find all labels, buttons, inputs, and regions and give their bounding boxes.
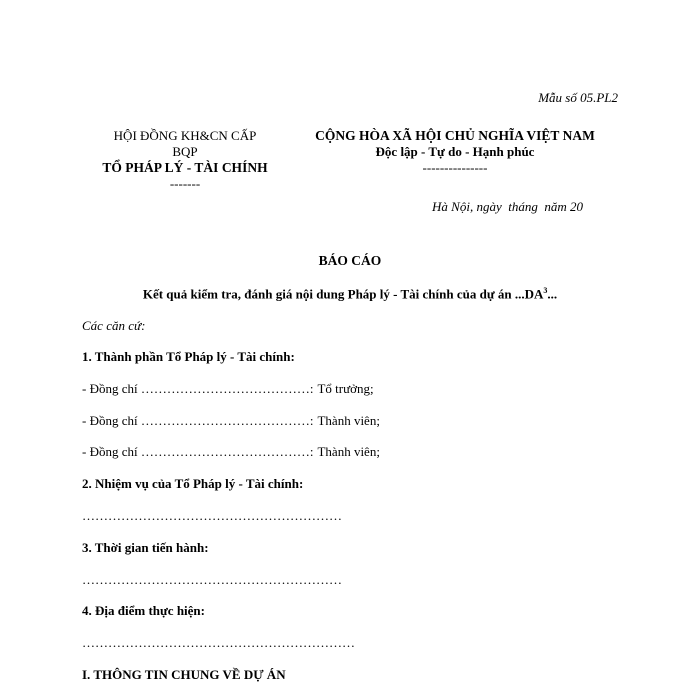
unit-name: TỔ PHÁP LÝ - TÀI CHÍNH [102, 160, 268, 175]
issuing-authority-header [70, 128, 300, 192]
national-header [270, 128, 640, 176]
member-label: - Đồng chí [82, 381, 141, 396]
member-name-blank: …………………………………: [140, 381, 314, 396]
national-motto: Độc lập - Tự do - Hạnh phúc [375, 144, 535, 159]
member-label: - Đồng chí [82, 444, 141, 459]
member-role: Thành viên; [317, 413, 380, 428]
member-role: Thành viên; [317, 444, 380, 459]
member-name-blank: …………………………………: [140, 413, 314, 428]
part1-heading: I. THÔNG TIN CHUNG VỀ DỰ ÁN [82, 667, 286, 682]
place-date: Hà Nội, ngày tháng năm 20 [432, 199, 583, 214]
subtitle-suffix: ... [547, 286, 558, 302]
bases-label: Các căn cứ: [82, 318, 146, 333]
member-role: Tổ trưởng; [317, 381, 374, 396]
subtitle-text: Kết quả kiểm tra, đánh giá nội dung Pháp lý - Tài chính của dự án ...DA [142, 286, 544, 302]
form-number: Mẫu số 05.PL2 [538, 90, 618, 105]
section3-heading: 3. Thời gian tiến hành: [82, 540, 209, 555]
left-header-separator: ------- [169, 176, 201, 191]
member-row-2 [82, 413, 380, 429]
council-name-line2: BQP [172, 144, 198, 159]
member-row-3 [82, 444, 380, 460]
section4-heading: 4. Địa điểm thực hiện: [82, 603, 205, 618]
section1-heading: 1. Thành phần Tổ Pháp lý - Tài chính: [82, 349, 295, 364]
section2-heading: 2. Nhiệm vụ của Tổ Pháp lý - Tài chính: [82, 476, 304, 491]
member-name-blank: …………………………………: [140, 444, 314, 459]
section3-blank: …………………………………………………… [82, 572, 342, 587]
member-label: - Đồng chí [82, 413, 141, 428]
document-title: BÁO CÁO [318, 253, 382, 268]
nation-name: CỘNG HÒA XÃ HỘI CHỦ NGHĨA VIỆT NAM [315, 128, 595, 143]
member-row-1 [82, 381, 374, 397]
document-subtitle [0, 286, 700, 302]
council-name-line1: HỘI ĐỒNG KH&CN CẤP [113, 128, 257, 143]
section2-blank: …………………………………………………… [82, 508, 342, 523]
section4-blank: ……………………………………………………… [82, 635, 355, 650]
right-header-separator: --------------- [422, 160, 488, 175]
subtitle-footnote-marker: 3 [543, 286, 548, 295]
